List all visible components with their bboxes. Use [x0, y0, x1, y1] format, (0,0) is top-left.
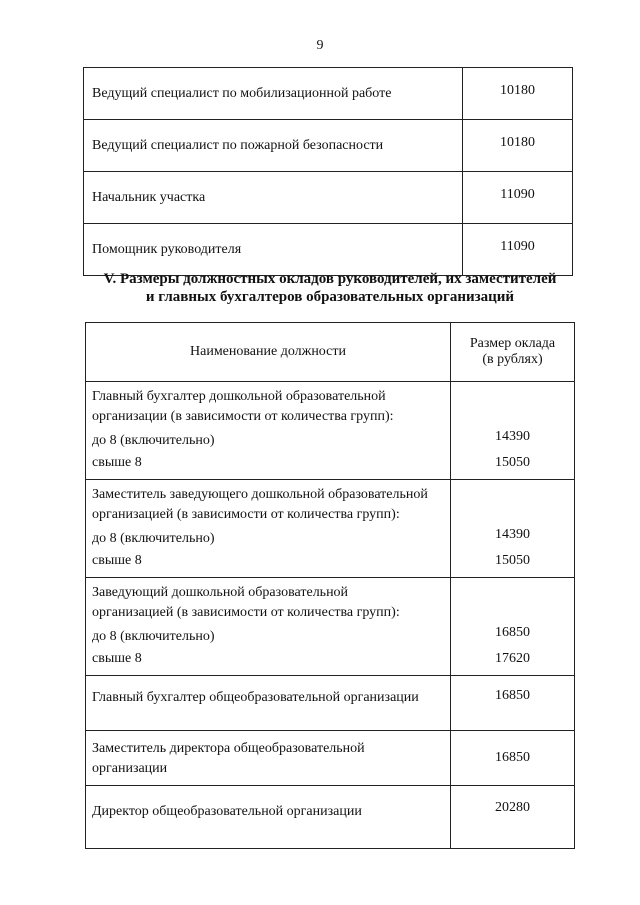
salary-cell: 11090	[463, 224, 573, 276]
salary-group-cell	[451, 382, 575, 480]
section-heading-line1: V. Размеры должностных окладов руководителей, их заместителей	[103, 271, 557, 287]
group-sub2: свыше 8	[92, 651, 142, 666]
group-sub2: свыше 8	[92, 553, 142, 568]
table-row	[86, 786, 575, 849]
table-row	[86, 731, 575, 786]
position-line1: Главный бухгалтер общеобразовательной организации	[92, 690, 419, 705]
group-val1: 14390	[495, 527, 530, 542]
position-cell	[86, 676, 451, 731]
group-sub1: до 8 (включительно)	[92, 531, 215, 546]
group-val1: 14390	[495, 429, 530, 444]
position-cell: Помощник руководителя	[84, 224, 463, 276]
salary-cell: 16850	[451, 676, 575, 731]
group-sub1: до 8 (включительно)	[92, 629, 215, 644]
salary-cell: 10180	[463, 120, 573, 172]
salary-cell: 16850	[451, 731, 575, 786]
position-line2: организации	[92, 761, 168, 776]
group-val2: 15050	[495, 553, 530, 568]
position-cell: Ведущий специалист по мобилизационной работе	[84, 68, 463, 120]
table-row	[84, 120, 573, 172]
group-val2: 17620	[495, 651, 530, 666]
management-salaries-table	[85, 322, 575, 849]
group-title-line2: организации (в зависимости от количества групп):	[92, 409, 394, 424]
table-row	[84, 68, 573, 120]
table-row	[86, 578, 575, 676]
header-salary-line1: Размер оклада	[469, 336, 556, 351]
table-row	[86, 676, 575, 731]
positions-table-continued	[83, 67, 573, 276]
salary-cell: 11090	[463, 172, 573, 224]
salary-group-cell	[451, 578, 575, 676]
position-group-cell	[86, 382, 451, 480]
salary-cell: 20280	[451, 786, 575, 849]
salary-cell: 10180	[463, 68, 573, 120]
position-line1: Директор общеобразовательной организации	[92, 804, 362, 819]
position-group-cell	[86, 480, 451, 578]
table-header-row	[86, 323, 575, 382]
section-heading	[90, 270, 570, 306]
group-title-line1: Главный бухгалтер дошкольной образовательной	[92, 389, 386, 404]
group-val2: 15050	[495, 455, 530, 470]
position-cell: Ведущий специалист по пожарной безопасности	[84, 120, 463, 172]
header-salary	[451, 323, 575, 382]
group-title-line2: организацией (в зависимости от количества групп):	[92, 507, 400, 522]
header-position: Наименование должности	[86, 323, 451, 382]
position-cell: Начальник участка	[84, 172, 463, 224]
table-row	[84, 172, 573, 224]
position-line1: Заместитель директора общеобразовательной	[92, 741, 365, 756]
page-number: 9	[316, 38, 324, 53]
group-title-line2: организацией (в зависимости от количества групп):	[92, 605, 400, 620]
group-title-line1: Заместитель заведующего дошкольной образовательной	[92, 487, 428, 502]
salary-group-cell	[451, 480, 575, 578]
table-row	[86, 382, 575, 480]
group-val1: 16850	[495, 625, 530, 640]
group-sub1: до 8 (включительно)	[92, 433, 215, 448]
group-sub2: свыше 8	[92, 455, 142, 470]
table-row	[84, 224, 573, 276]
position-cell	[86, 731, 451, 786]
section-heading-line2: и главных бухгалтеров образовательных организаций	[145, 289, 515, 305]
header-salary-line2: (в рублях)	[482, 352, 543, 367]
table-row	[86, 480, 575, 578]
group-title-line1: Заведующий дошкольной образовательной	[92, 585, 349, 600]
position-cell	[86, 786, 451, 849]
position-group-cell	[86, 578, 451, 676]
